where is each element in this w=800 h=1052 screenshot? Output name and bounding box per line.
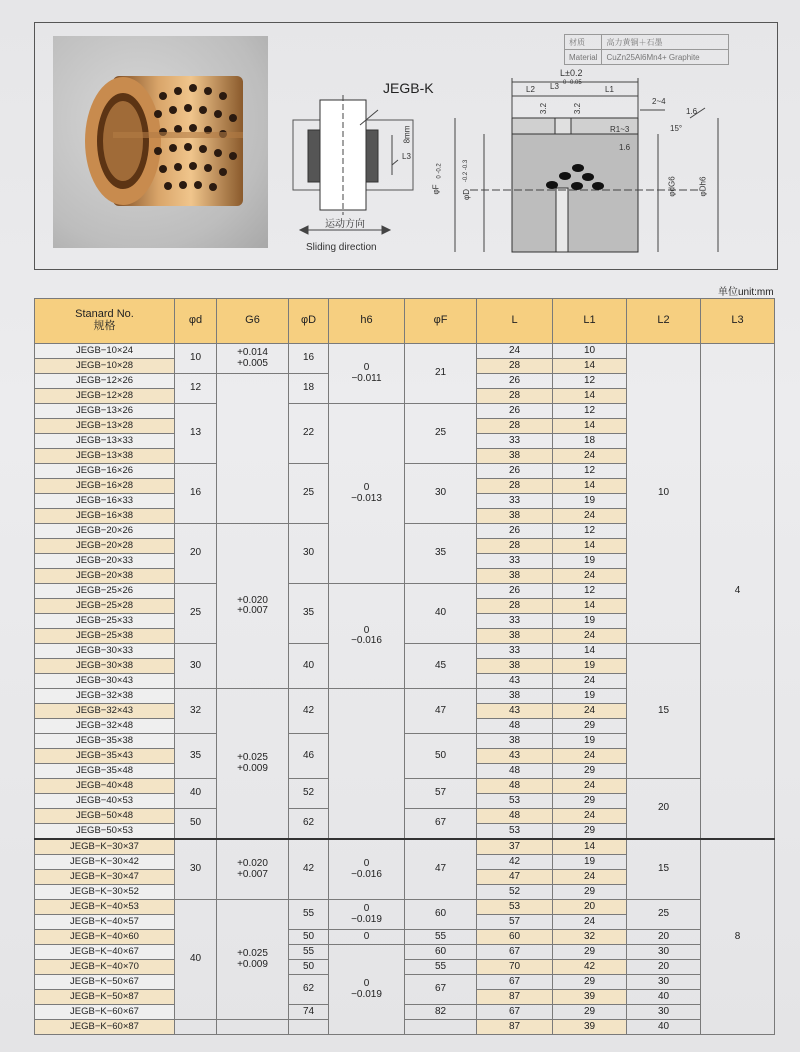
jegb-k-label: JEGB-K: [383, 80, 434, 96]
cell-h6: [329, 900, 405, 930]
cell-f: 55: [405, 960, 477, 975]
dim-phi-f: φF: [431, 184, 441, 195]
cell-l1: 12: [553, 464, 627, 479]
cell-std: JEGB−K−30×42: [35, 855, 175, 870]
cell-d: 40: [289, 644, 329, 689]
tol-f: 0 -0.2: [436, 163, 443, 179]
dim-l2: L2: [526, 85, 535, 94]
cell-l: 33: [477, 434, 553, 449]
cell-l: 28: [477, 389, 553, 404]
cell-l: 28: [477, 479, 553, 494]
cell-l1: 24: [553, 449, 627, 464]
cell-l: 67: [477, 975, 553, 990]
cell-f: 45: [405, 644, 477, 689]
cell-l: 48: [477, 764, 553, 779]
cell-d: 42: [289, 689, 329, 734]
cell-line: 0: [363, 482, 370, 493]
cell-std: JEGB−32×43: [35, 704, 175, 719]
dim-8mm: 8mm: [402, 125, 412, 144]
cell-std: JEGB−25×33: [35, 614, 175, 629]
cell-std: JEGB−K−60×87: [35, 1020, 175, 1035]
header-standard-cn: 规格: [93, 320, 116, 332]
cell-std: JEGB−30×43: [35, 674, 175, 689]
cell-std: JEGB−10×24: [35, 344, 175, 359]
cell-d: [175, 1020, 217, 1035]
cell-l1: 12: [553, 374, 627, 389]
cell-l1: 39: [553, 1020, 627, 1035]
cell-line: −0.013: [351, 492, 382, 504]
cell-l: 38: [477, 734, 553, 749]
cell-std: JEGB−13×33: [35, 434, 175, 449]
table-row: [35, 1020, 775, 1035]
cell-h6: [329, 945, 405, 1035]
cell-std: JEGB−13×28: [35, 419, 175, 434]
table-row: [35, 900, 775, 915]
cell-std: JEGB−20×28: [35, 539, 175, 554]
table-row: [35, 945, 775, 960]
cell-l: 43: [477, 704, 553, 719]
cell-l: 28: [477, 419, 553, 434]
cell-line: −0.016: [351, 868, 382, 880]
cell-l: 38: [477, 689, 553, 704]
cell-d: 16: [175, 464, 217, 524]
dim-l3: L3: [550, 82, 559, 91]
cell-h6: [329, 689, 405, 840]
tol-l3: 0 -0.05: [563, 80, 582, 86]
cell-line: +0.007: [237, 605, 268, 616]
cell-h6: [329, 344, 405, 404]
cell-d: 22: [289, 404, 329, 464]
dim-phi-dg6: φdG6: [667, 176, 677, 197]
cell-l1: 19: [553, 734, 627, 749]
cell-l2: 40: [627, 1020, 701, 1035]
cell-d: 62: [289, 975, 329, 1005]
header-h6: h6: [329, 299, 405, 344]
cell-d: 40: [175, 779, 217, 809]
cell-f: 82: [405, 1005, 477, 1020]
cell-l: 53: [477, 900, 553, 915]
cell-std: JEGB−40×48: [35, 779, 175, 794]
cell-l1: 24: [553, 674, 627, 689]
cell-line: 0: [363, 858, 370, 869]
cell-f: 35: [405, 524, 477, 584]
spec-table-body: [35, 344, 775, 1035]
table-row: [35, 644, 775, 659]
cell-l2: 15: [627, 839, 701, 900]
cell-f: 47: [405, 839, 477, 900]
cell-std: JEGB−30×38: [35, 659, 175, 674]
table-row: [35, 344, 775, 359]
cell-std: JEGB−20×33: [35, 554, 175, 569]
cell-g6: [217, 1020, 289, 1035]
header-phi-D: φD: [289, 299, 329, 344]
cell-l: 26: [477, 464, 553, 479]
unit-label: 单位unit:mm: [718, 287, 774, 298]
cell-d: [289, 1020, 329, 1035]
cell-std: JEGB−35×48: [35, 764, 175, 779]
cell-std: JEGB−50×53: [35, 824, 175, 840]
cell-d: 12: [175, 374, 217, 404]
material-value-en: CuZn25Al6Mn4+ Graphite: [602, 50, 729, 65]
dim-2-4: 2~4: [652, 97, 666, 106]
cell-d: 16: [289, 344, 329, 374]
cell-d: 10: [175, 344, 217, 374]
table-row: [35, 779, 775, 794]
cell-std: JEGB−30×33: [35, 644, 175, 659]
cell-d: 62: [289, 809, 329, 840]
cell-l1: 24: [553, 704, 627, 719]
cell-std: JEGB−K−30×47: [35, 870, 175, 885]
material-label-cn: 材质: [565, 35, 602, 50]
cell-l2: 30: [627, 945, 701, 960]
cell-g6: [217, 689, 289, 840]
cell-std: JEGB−25×38: [35, 629, 175, 644]
dim-l1: L1: [605, 85, 614, 94]
cell-l2: 30: [627, 1005, 701, 1020]
cell-l1: 12: [553, 524, 627, 539]
cell-l1: 19: [553, 659, 627, 674]
cell-std: JEGB−16×28: [35, 479, 175, 494]
cell-l1: 19: [553, 689, 627, 704]
cell-l1: 24: [553, 569, 627, 584]
cell-std: JEGB−K−50×67: [35, 975, 175, 990]
cell-l1: 29: [553, 1005, 627, 1020]
cell-l1: 19: [553, 554, 627, 569]
dim-l3-small: L3: [402, 152, 411, 161]
cell-d: 35: [175, 734, 217, 779]
cell-l1: 14: [553, 479, 627, 494]
cell-std: JEGB−40×53: [35, 794, 175, 809]
cell-h6: [329, 404, 405, 584]
cell-l: 70: [477, 960, 553, 975]
cell-l3: 8: [701, 839, 775, 1035]
cell-f: 67: [405, 809, 477, 840]
cell-l1: 14: [553, 419, 627, 434]
spec-table: [34, 298, 775, 1035]
cell-l3: 4: [701, 344, 775, 840]
cell-f: 47: [405, 689, 477, 734]
cell-std: JEGB−12×28: [35, 389, 175, 404]
cell-l1: 14: [553, 839, 627, 855]
table-row: [35, 960, 775, 975]
cell-f: 30: [405, 464, 477, 524]
cell-l1: 29: [553, 764, 627, 779]
cell-l1: 19: [553, 494, 627, 509]
cell-line: +0.014: [237, 347, 268, 358]
cell-l: 33: [477, 554, 553, 569]
cell-line: +0.007: [237, 868, 268, 880]
cell-std: JEGB−20×38: [35, 569, 175, 584]
cell-l: 38: [477, 449, 553, 464]
cell-l2: 20: [627, 779, 701, 840]
cell-line: +0.009: [237, 958, 268, 970]
cell-l2: 25: [627, 900, 701, 930]
cell-d: 50: [175, 809, 217, 840]
cell-std: JEGB−25×26: [35, 584, 175, 599]
cell-l: 26: [477, 524, 553, 539]
cell-line: 0: [363, 978, 370, 989]
cell-l1: 29: [553, 885, 627, 900]
cell-d: 13: [175, 404, 217, 464]
cell-d: 55: [289, 945, 329, 960]
cell-l: 28: [477, 599, 553, 614]
cell-l: 26: [477, 584, 553, 599]
cell-d: 30: [289, 524, 329, 584]
cell-l: 43: [477, 749, 553, 764]
cell-l: 87: [477, 990, 553, 1005]
cell-l: 37: [477, 839, 553, 855]
cell-d: 25: [175, 584, 217, 644]
cell-d: 25: [289, 464, 329, 524]
cell-d: 74: [289, 1005, 329, 1020]
cell-d: 32: [175, 689, 217, 734]
cell-l1: 29: [553, 824, 627, 840]
cell-d: 50: [289, 960, 329, 975]
table-row: [35, 839, 775, 855]
cell-l: 57: [477, 915, 553, 930]
cell-line: +0.009: [237, 762, 268, 774]
dim-l-total: L±0.2: [560, 68, 583, 78]
header-L: L: [477, 299, 553, 344]
cell-std: JEGB−16×26: [35, 464, 175, 479]
technical-drawing: [0, 0, 800, 280]
cell-h6: [329, 584, 405, 689]
cell-std: JEGB−32×38: [35, 689, 175, 704]
header-phi-F: φF: [405, 299, 477, 344]
cell-line: +0.025: [237, 752, 268, 763]
table-row: [35, 930, 775, 945]
cell-l1: 19: [553, 614, 627, 629]
cell-std: JEGB−K−40×53: [35, 900, 175, 915]
cell-l: 33: [477, 494, 553, 509]
cell-std: JEGB−K−60×67: [35, 1005, 175, 1020]
table-row: [35, 975, 775, 990]
cell-std: JEGB−13×26: [35, 404, 175, 419]
cell-l2: 15: [627, 644, 701, 779]
cell-l: 38: [477, 629, 553, 644]
cell-f: 25: [405, 404, 477, 464]
cell-l2: 20: [627, 960, 701, 975]
cell-line: −0.019: [351, 913, 382, 925]
cell-line: 0: [363, 624, 370, 636]
header-L1: L1: [553, 299, 627, 344]
cell-f: 57: [405, 779, 477, 809]
cell-l1: 18: [553, 434, 627, 449]
cell-l1: 10: [553, 344, 627, 359]
cell-l: 48: [477, 719, 553, 734]
cell-l1: 24: [553, 629, 627, 644]
cell-l1: 20: [553, 900, 627, 915]
cell-l1: 29: [553, 975, 627, 990]
cell-std: JEGB−13×38: [35, 449, 175, 464]
tol-d: -0.2 -0.3: [463, 159, 470, 183]
cell-f: 67: [405, 975, 477, 1005]
cell-f: 60: [405, 900, 477, 930]
cell-l: 60: [477, 930, 553, 945]
cell-d: 50: [289, 930, 329, 945]
material-label-en: Material: [565, 50, 602, 65]
cell-d: 20: [175, 524, 217, 584]
cell-g6: [217, 374, 289, 524]
cell-h6: 0: [329, 930, 405, 945]
cell-l: 48: [477, 809, 553, 824]
cell-d: 52: [289, 779, 329, 809]
cell-l1: 12: [553, 404, 627, 419]
cell-l: 38: [477, 659, 553, 674]
cell-l: 52: [477, 885, 553, 900]
cell-g6: [217, 839, 289, 900]
cell-d: 46: [289, 734, 329, 779]
cell-l: 67: [477, 945, 553, 960]
dim-1-6a: 1.6: [686, 107, 698, 116]
cell-l1: 32: [553, 930, 627, 945]
cell-std: JEGB−50×48: [35, 809, 175, 824]
cell-l2: 30: [627, 975, 701, 990]
cell-l: 26: [477, 404, 553, 419]
cell-d: 55: [289, 900, 329, 930]
cell-line: 0: [363, 903, 370, 914]
cell-std: JEGB−K−50×87: [35, 990, 175, 1005]
cell-l: 43: [477, 674, 553, 689]
cell-f: 40: [405, 584, 477, 644]
header-g6: G6: [217, 299, 289, 344]
cell-l1: 39: [553, 990, 627, 1005]
cell-std: JEGB−10×28: [35, 359, 175, 374]
cell-l1: 24: [553, 509, 627, 524]
cell-std: JEGB−12×26: [35, 374, 175, 389]
cell-l1: 24: [553, 779, 627, 794]
dim-3-2a: 3.2: [539, 102, 549, 115]
cell-l: 38: [477, 569, 553, 584]
cell-l: 67: [477, 1005, 553, 1020]
cell-line: +0.020: [237, 858, 268, 869]
cell-l: 53: [477, 794, 553, 809]
cell-l: 24: [477, 344, 553, 359]
cell-l1: 24: [553, 809, 627, 824]
cell-line: +0.005: [237, 357, 268, 369]
cell-d: 40: [175, 900, 217, 1020]
header-phi-d: φd: [175, 299, 217, 344]
dim-phi-dh6: φDh6: [698, 176, 708, 197]
dim-r: R1~3: [610, 125, 630, 134]
cell-g6: [217, 524, 289, 689]
motion-label-en: Sliding direction: [306, 242, 377, 253]
cell-line: 0: [363, 362, 370, 373]
cell-f: 50: [405, 734, 477, 779]
cell-l1: 14: [553, 359, 627, 374]
cell-std: JEGB−K−40×60: [35, 930, 175, 945]
cell-l1: 29: [553, 945, 627, 960]
header-row: [35, 299, 775, 344]
cell-l1: 24: [553, 915, 627, 930]
dim-3-2b: 3.2: [573, 102, 583, 115]
cell-std: JEGB−K−40×70: [35, 960, 175, 975]
cell-l1: 14: [553, 539, 627, 554]
cell-l2: 20: [627, 930, 701, 945]
cell-l: 28: [477, 539, 553, 554]
cell-f: 21: [405, 344, 477, 404]
dim-phi-d-outer: φD: [461, 189, 471, 200]
cell-l: 47: [477, 870, 553, 885]
cell-l1: 29: [553, 719, 627, 734]
cell-std: JEGB−K−30×52: [35, 885, 175, 900]
cell-std: JEGB−32×48: [35, 719, 175, 734]
header-L3: L3: [701, 299, 775, 344]
cell-l: 33: [477, 644, 553, 659]
cell-g6: [217, 900, 289, 1020]
cell-l2: 40: [627, 990, 701, 1005]
cell-line: −0.019: [351, 988, 382, 1000]
cell-l1: 12: [553, 584, 627, 599]
cell-l1: 42: [553, 960, 627, 975]
cell-std: JEGB−35×43: [35, 749, 175, 764]
cell-std: JEGB−K−40×57: [35, 915, 175, 930]
cell-d: 42: [289, 839, 329, 900]
cell-l: 26: [477, 374, 553, 389]
cell-std: JEGB−K−30×37: [35, 839, 175, 855]
header-L2: L2: [627, 299, 701, 344]
cell-l: 42: [477, 855, 553, 870]
cell-l1: 14: [553, 644, 627, 659]
cell-l: 38: [477, 509, 553, 524]
cell-std: JEGB−20×26: [35, 524, 175, 539]
dim-1-6b: 1.6: [619, 143, 631, 152]
cell-std: JEGB−16×38: [35, 509, 175, 524]
cell-l1: 14: [553, 599, 627, 614]
cell-l: 33: [477, 614, 553, 629]
dim-15deg: 15°: [670, 124, 683, 133]
cell-std: JEGB−35×38: [35, 734, 175, 749]
header-standard-en: Stanard No.: [75, 308, 134, 321]
cell-l1: 19: [553, 855, 627, 870]
cell-std: JEGB−25×28: [35, 599, 175, 614]
header-standard: [35, 299, 175, 344]
cell-line: −0.011: [351, 372, 382, 384]
cell-f: [405, 1020, 477, 1035]
cell-std: JEGB−16×33: [35, 494, 175, 509]
cell-l1: 14: [553, 389, 627, 404]
cell-f: 55: [405, 930, 477, 945]
cell-h6: [329, 839, 405, 900]
cell-d: 30: [175, 839, 217, 900]
cell-d: 30: [175, 644, 217, 689]
cell-l: 28: [477, 359, 553, 374]
cell-g6: [217, 344, 289, 374]
table-row: [35, 1005, 775, 1020]
cell-std: JEGB−K−40×67: [35, 945, 175, 960]
material-value-cn: 高力黄铜＋石墨: [602, 35, 729, 50]
cell-d: 18: [289, 374, 329, 404]
cell-l2: 10: [627, 344, 701, 644]
cell-f: 60: [405, 945, 477, 960]
cell-line: +0.020: [237, 594, 268, 606]
motion-label-cn: 运动方向: [325, 219, 365, 230]
cell-l1: 24: [553, 749, 627, 764]
cell-l1: 29: [553, 794, 627, 809]
cell-line: +0.025: [237, 948, 268, 959]
cell-l: 87: [477, 1020, 553, 1035]
cell-l: 53: [477, 824, 553, 840]
cell-line: −0.016: [351, 635, 382, 646]
cell-l: 48: [477, 779, 553, 794]
cell-d: 35: [289, 584, 329, 644]
cell-l1: 24: [553, 870, 627, 885]
